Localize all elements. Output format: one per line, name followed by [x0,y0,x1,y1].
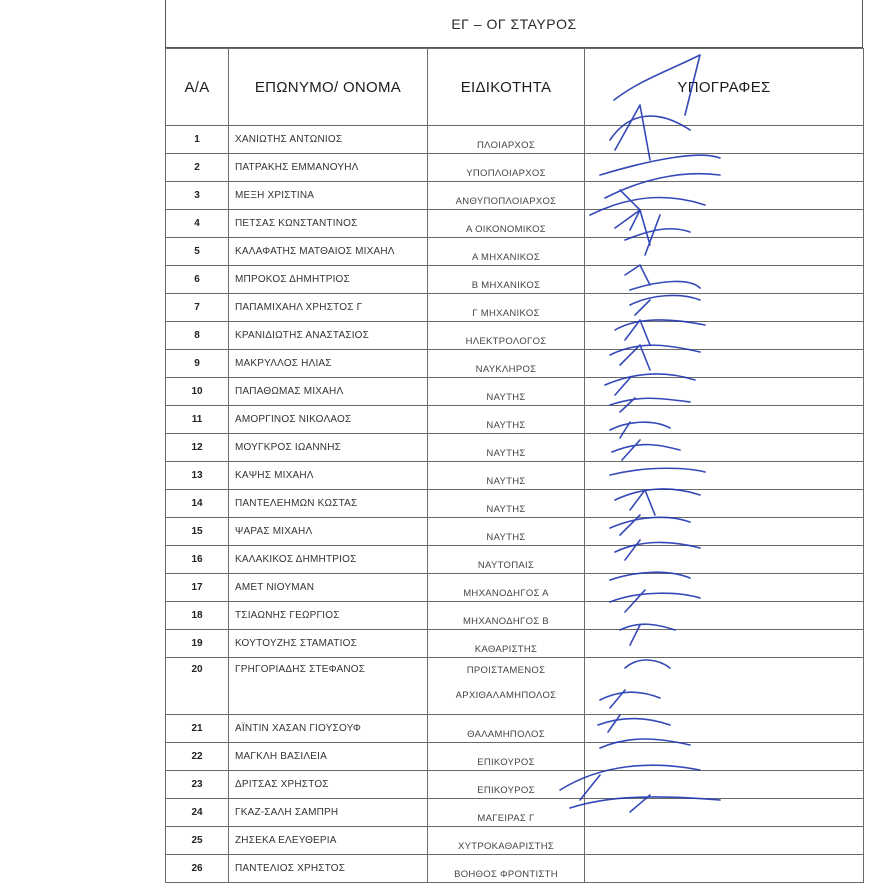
crew-role: ΘΑΛΑΜΗΠΟΛΟΣ [428,715,585,743]
table-row [166,434,864,462]
row-number: 6 [166,266,229,294]
crew-table [165,48,864,883]
document-title: ΕΓ – ΟΓ ΣΤΑΥΡΟΣ [165,0,863,48]
crew-name: ΠΑΠΑΜΙΧΑΗΛ ΧΡΗΣΤΟΣ Γ [229,294,428,322]
table-row [166,743,864,771]
crew-role: ΜΑΓΕΙΡΑΣ Γ [428,799,585,827]
crew-name: ΓΡΗΓΟΡΙΑΔΗΣ ΣΤΕΦΑΝΟΣ [229,658,428,715]
row-number: 11 [166,406,229,434]
signature-cell [585,210,864,238]
row-number: 21 [166,715,229,743]
table-row [166,630,864,658]
row-number: 10 [166,378,229,406]
table-header-row [166,49,864,126]
signature-cell [585,490,864,518]
table-row [166,238,864,266]
signature-cell [585,827,864,855]
signature-cell [585,406,864,434]
crew-name: ΓΚΑΖ-ΣΑΛΗ ΣΑΜΠΡΗ [229,799,428,827]
crew-role: ΝΑΥΤΗΣ [428,378,585,406]
row-number: 14 [166,490,229,518]
row-number: 4 [166,210,229,238]
crew-name: ΜΑΓΚΛΗ ΒΑΣΙΛΕΙΑ [229,743,428,771]
row-number: 16 [166,546,229,574]
table-row [166,546,864,574]
table-row [166,126,864,154]
table-row [166,658,864,715]
crew-name: ΜΠΡΟΚΟΣ ΔΗΜΗΤΡΙΟΣ [229,266,428,294]
crew-name: ΧΑΝΙΩΤΗΣ ΑΝΤΩΝΙΟΣ [229,126,428,154]
crew-role-line: ΠΡΟΙΣΤΑΜΕΝΟΣ [466,665,546,676]
table-row [166,715,864,743]
crew-name: ΜΟΥΓΚΡΟΣ ΙΩΑΝΝΗΣ [229,434,428,462]
table-row [166,490,864,518]
crew-name: ΚΑΛΑΦΑΤΗΣ ΜΑΤΘΑΙΟΣ ΜΙΧΑΗΛ [229,238,428,266]
column-header-number: Α/Α [166,49,229,126]
signature-cell [585,266,864,294]
crew-role: ΝΑΥΤΗΣ [428,518,585,546]
crew-name: ΤΣΙΑΩΝΗΣ ΓΕΩΡΓΙΟΣ [229,602,428,630]
table-row [166,182,864,210]
crew-name: ΚΟΥΤΟΥΖΗΣ ΣΤΑΜΑΤΙΟΣ [229,630,428,658]
crew-name: ΔΡΙΤΣΑΣ ΧΡΗΣΤΟΣ [229,771,428,799]
crew-role: ΝΑΥΤΗΣ [428,434,585,462]
table-row [166,855,864,883]
crew-role: ΥΠΟΠΛΟΙΑΡΧΟΣ [428,154,585,182]
row-number: 8 [166,322,229,350]
row-number: 12 [166,434,229,462]
table-row [166,294,864,322]
crew-role: ΧΥΤΡΟΚΑΘΑΡΙΣΤΗΣ [428,827,585,855]
crew-role: ΝΑΥΤΗΣ [428,490,585,518]
row-number: 20 [166,658,229,715]
table-row [166,210,864,238]
table-row [166,378,864,406]
crew-role: Α ΜΗΧΑΝΙΚΟΣ [428,238,585,266]
crew-role [428,658,585,715]
signature-cell [585,602,864,630]
crew-role: ΒΟΗΘΟΣ ΦΡΟΝΤΙΣΤΗ [428,855,585,883]
crew-role: Γ ΜΗΧΑΝΙΚΟΣ [428,294,585,322]
signature-cell [585,574,864,602]
row-number: 3 [166,182,229,210]
row-number: 23 [166,771,229,799]
row-number: 25 [166,827,229,855]
crew-name: ΑΜΕΤ ΝΙΟΥΜΑΝ [229,574,428,602]
crew-name: ΚΑΛΑΚΙΚΟΣ ΔΗΜΗΤΡΙΟΣ [229,546,428,574]
table-row [166,266,864,294]
table-row [166,154,864,182]
row-number: 1 [166,126,229,154]
signature-cell [585,715,864,743]
signature-cell [585,462,864,490]
signature-cell [585,546,864,574]
table-row [166,771,864,799]
row-number: 5 [166,238,229,266]
row-number: 19 [166,630,229,658]
crew-role: ΚΑΘΑΡΙΣΤΗΣ [428,630,585,658]
crew-name: ΨΑΡΑΣ ΜΙΧΑΗΛ [229,518,428,546]
crew-role: Β ΜΗΧΑΝΙΚΟΣ [428,266,585,294]
row-number: 26 [166,855,229,883]
signature-cell [585,855,864,883]
column-header-name: ΕΠΩΝΥΜΟ/ ΟΝΟΜΑ [229,49,428,126]
crew-name: ΑΪΝΤΙΝ ΧΑΣΑΝ ΓΙΟΥΣΟΥΦ [229,715,428,743]
row-number: 22 [166,743,229,771]
signature-cell [585,743,864,771]
crew-role: ΜΗΧΑΝΟΔΗΓΟΣ Β [428,602,585,630]
crew-list-sheet [165,0,865,880]
table-row [166,322,864,350]
crew-role: ΝΑΥΤΗΣ [428,462,585,490]
crew-role: Α ΟΙΚΟΝΟΜΙΚΟΣ [428,210,585,238]
row-number: 2 [166,154,229,182]
signature-cell [585,154,864,182]
crew-role: ΝΑΥΤΟΠΑΙΣ [428,546,585,574]
signature-cell [585,658,864,715]
table-row [166,799,864,827]
table-row [166,518,864,546]
crew-role: ΝΑΥΚΛΗΡΟΣ [428,350,585,378]
signature-cell [585,294,864,322]
table-row [166,574,864,602]
table-row [166,406,864,434]
crew-role: ΗΛΕΚΤΡΟΛΟΓΟΣ [428,322,585,350]
table-row [166,350,864,378]
row-number: 24 [166,799,229,827]
signature-cell [585,350,864,378]
crew-name: ΠΑΝΤΕΛΙΟΣ ΧΡΗΣΤΟΣ [229,855,428,883]
crew-name: ΖΗΣΕΚΑ ΕΛΕΥΘΕΡΙΑ [229,827,428,855]
crew-role: ΑΝΘΥΠΟΠΛΟΙΑΡΧΟΣ [428,182,585,210]
signature-cell [585,322,864,350]
signature-cell [585,518,864,546]
signature-cell [585,182,864,210]
row-number: 17 [166,574,229,602]
row-number: 9 [166,350,229,378]
column-header-signatures: ΥΠΟΓΡΑΦΕΣ [585,49,864,126]
crew-table-body [166,126,864,883]
row-number: 15 [166,518,229,546]
crew-name: ΠΑΠΑΘΩΜΑΣ ΜΙΧΑΗΛ [229,378,428,406]
crew-role: ΕΠΙΚΟΥΡΟΣ [428,743,585,771]
crew-name: ΜΕΞΗ ΧΡΙΣΤΙΝΑ [229,182,428,210]
signature-cell [585,799,864,827]
crew-name: ΚΡΑΝΙΔΙΩΤΗΣ ΑΝΑΣΤΑΣΙΟΣ [229,322,428,350]
signature-cell [585,238,864,266]
table-row [166,462,864,490]
table-row [166,827,864,855]
crew-name: ΚΑΨΗΣ ΜΙΧΑΗΛ [229,462,428,490]
row-number: 18 [166,602,229,630]
row-number: 13 [166,462,229,490]
crew-name: ΠΑΝΤΕΛΕΗΜΩΝ ΚΩΣΤΑΣ [229,490,428,518]
crew-name: ΠΑΤΡΑΚΗΣ ΕΜΜΑΝΟΥΗΛ [229,154,428,182]
crew-name: ΑΜΟΡΓΙΝΟΣ ΝΙΚΟΛΑΟΣ [229,406,428,434]
crew-name: ΜΑΚΡΥΛΛΟΣ ΗΛΙΑΣ [229,350,428,378]
signature-cell [585,434,864,462]
row-number: 7 [166,294,229,322]
crew-role: ΕΠΙΚΟΥΡΟΣ [428,771,585,799]
signature-cell [585,378,864,406]
crew-role: ΠΛΟΙΑΡΧΟΣ [428,126,585,154]
signature-cell [585,771,864,799]
crew-role: ΝΑΥΤΗΣ [428,406,585,434]
crew-name: ΠΕΤΣΑΣ ΚΩΝΣΤΑΝΤΙΝΟΣ [229,210,428,238]
signature-cell [585,630,864,658]
table-row [166,602,864,630]
crew-role: ΜΗΧΑΝΟΔΗΓΟΣ Α [428,574,585,602]
crew-role-line: ΑΡΧΙΘΑΛΑΜΗΠΟΛΟΣ [455,690,557,701]
column-header-role: ΕΙΔΙΚΟΤΗΤΑ [428,49,585,126]
signature-cell [585,126,864,154]
